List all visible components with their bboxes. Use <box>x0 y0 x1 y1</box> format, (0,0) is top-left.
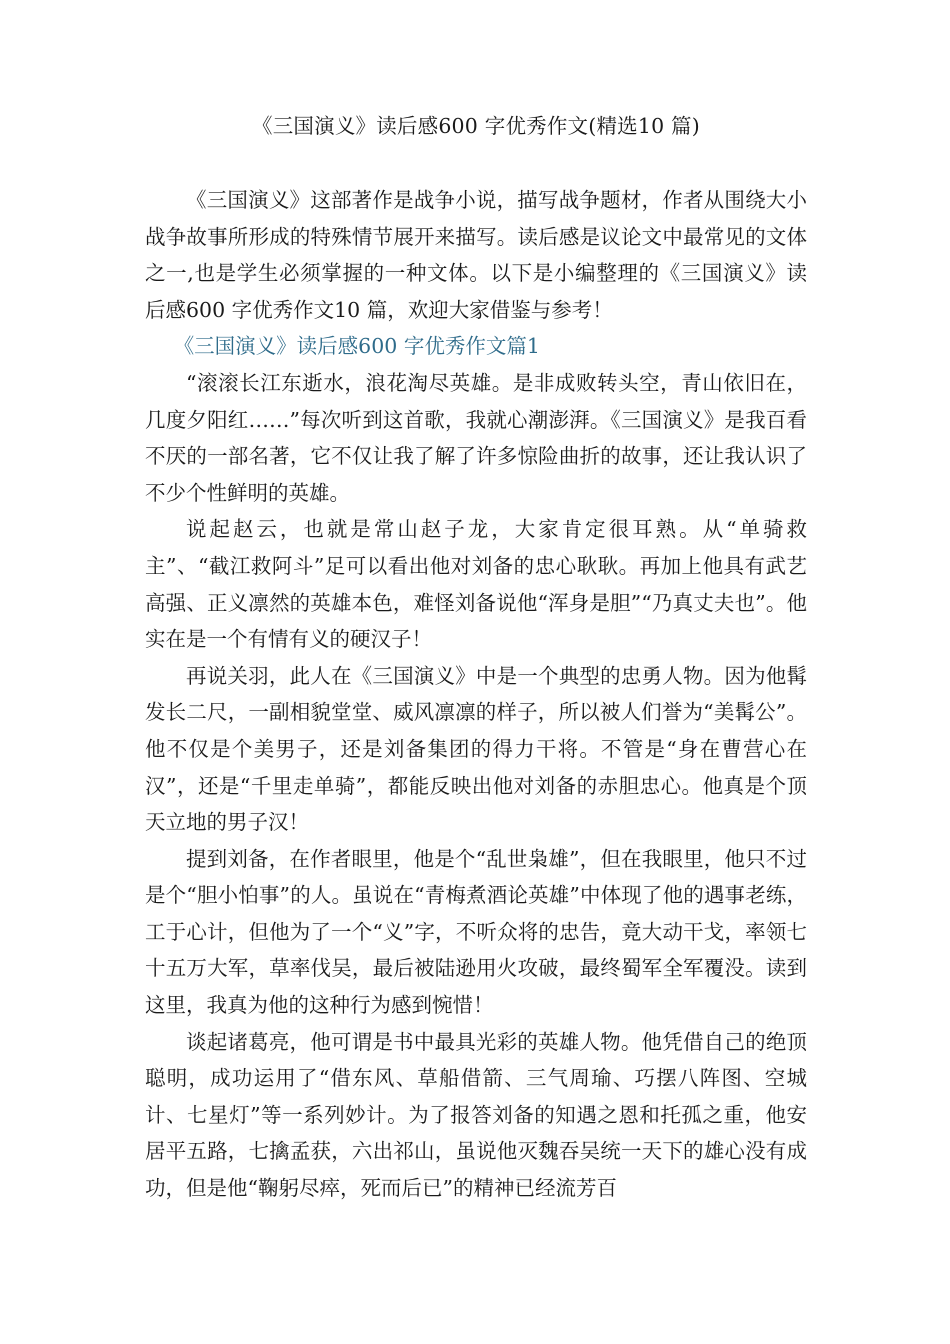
body-paragraph-1: “滚滚长江东逝水，浪花淘尽英雄。是非成败转头空，青山依旧在，几度夕阳红……”每次听到这首歌，我就心潮澎湃。《三国演义》是我百看不厌的一部名著，它不仅让我了解了许多惊险曲折的故事，还让我认识了不少个性鲜明的英雄。 <box>145 370 807 505</box>
body-paragraph-2: 说起赵云，也就是常山赵子龙，大家肯定很耳熟。从“单骑救主”、“截江救阿斗”足可以看出他对刘备的忠心耿耿。再加上他具有武艺高强、正义凛然的英雄本色，难怪刘备说他“浑身是胆”“乃真丈夫也”。他实在是一个有情有义的硬汉子！ <box>145 517 807 652</box>
body-paragraph-4: 提到刘备，在作者眼里，他是个“乱世枭雄”，但在我眼里，他只不过是个“胆小怕事”的人。虽说在“青梅煮酒论英雄”中体现了他的遇事老练，工于心计，但他为了一个“义”字，不听众将的忠告，竟大动干戈，率领七十五万大军，草率伐吴，最后被陆逊用火攻破，最终蜀军全军覆没。读到这里，我真为他的这种行为感到惋惜！ <box>145 846 807 1018</box>
document-title: 《三国演义》读后感600 字优秀作文(精选10 篇) <box>252 114 700 138</box>
body-paragraph-3: 再说关羽，此人在《三国演义》中是一个典型的忠勇人物。因为他髯发长二尺，一副相貌堂堂、威风凛凛的样子，所以被人们誉为“美髯公”。他不仅是个美男子，还是刘备集团的得力干将。不管是“身在曹营心在汉”，还是“千里走单骑”，都能反映出他对刘备的赤胆忠心。他真是个顶天立地的男子汉！ <box>145 663 807 835</box>
document-body <box>145 108 807 1207</box>
section-heading-1: 《三国演义》读后感600 字优秀作文篇1 <box>173 334 540 359</box>
body-paragraph-5: 谈起诸葛亮，他可谓是书中最具光彩的英雄人物。他凭借自己的绝顶聪明，成功运用了“借东风、草船借箭、三气周瑜、巧摆八阵图、空城计、七星灯”等一系列妙计。为了报答刘备的知遇之恩和托孤之重，他安居平五路，七擒孟获，六出祁山，虽说他灭魏吞吴统一天下的雄心没有成功，但是他“鞠躬尽瘁，死而后已”的精神已经流芳百 <box>145 1029 807 1201</box>
intro-paragraph: 《三国演义》这部著作是战争小说，描写战争题材，作者从围绕大小战争故事所形成的特殊情节展开来描写。读后感是议论文中最常见的文体之一,也是学生必须掌握的一种文体。以下是小编整理的《三国演义》读后感600 字优秀作文10 篇，欢迎大家借鉴与参考！ <box>145 188 807 322</box>
